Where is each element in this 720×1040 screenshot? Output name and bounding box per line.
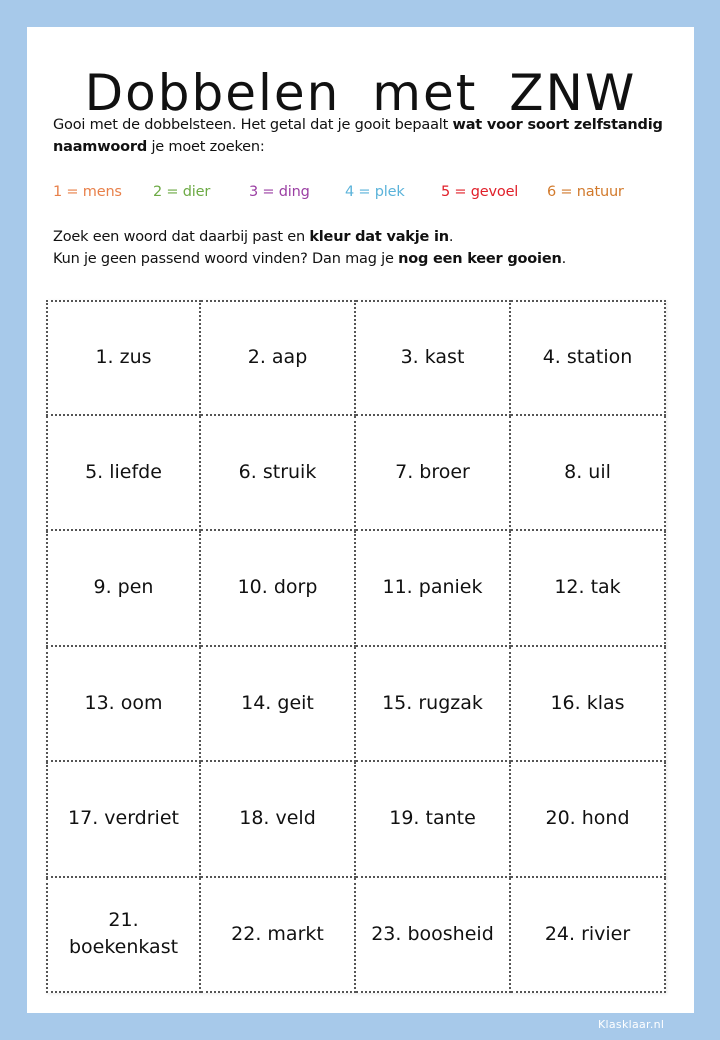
intro-bold: wat voor soort zelfstandig naamwoord <box>53 117 663 155</box>
word-cell[interactable] <box>46 762 201 878</box>
legend-item-mens: 1 = mens <box>53 184 122 200</box>
word-cell[interactable] <box>511 762 666 878</box>
word-cell-label: 14. geit <box>241 691 314 714</box>
word-cell-label: 16. klas <box>550 691 625 714</box>
word-cell-label: 3. kast <box>400 346 465 369</box>
dice-legend <box>53 181 673 203</box>
word-cell[interactable] <box>46 300 201 416</box>
rules-line-1-bold: kleur dat vakje in <box>309 229 449 245</box>
legend-item-natuur: 6 = natuur <box>547 184 624 200</box>
rules-line-2-bold: nog een keer gooien <box>398 251 562 267</box>
word-cell[interactable] <box>201 647 356 763</box>
legend-item-ding: 3 = ding <box>249 184 310 200</box>
worksheet-panel <box>27 27 694 1013</box>
word-cell[interactable] <box>356 878 511 994</box>
word-cell[interactable] <box>201 531 356 647</box>
word-cell-label: 20. hond <box>545 807 630 830</box>
word-cell-label: 8. uil <box>564 460 611 483</box>
word-cell-label: 7. broer <box>395 460 470 483</box>
legend-item-dier: 2 = dier <box>153 184 211 200</box>
word-cell-label: 17. verdriet <box>68 807 179 830</box>
word-cell[interactable] <box>46 647 201 763</box>
title-word-3: ZNW <box>509 64 637 122</box>
word-cell[interactable] <box>511 878 666 994</box>
word-cell[interactable] <box>46 878 201 994</box>
word-cell[interactable] <box>46 531 201 647</box>
word-grid <box>46 300 666 993</box>
word-cell-label: 21. boekenkast <box>68 909 179 959</box>
word-cell[interactable] <box>511 531 666 647</box>
title-word-1: Dobbelen <box>84 64 341 122</box>
word-cell-label: 12. tak <box>554 576 621 599</box>
word-cell-label: 5. liefde <box>85 460 162 483</box>
intro-text-end: je moet zoeken: <box>147 139 265 155</box>
word-cell[interactable] <box>356 762 511 878</box>
watermark: Klasklaar.nl <box>598 1018 665 1031</box>
rules-line-2 <box>53 248 683 270</box>
word-cell-label: 13. oom <box>84 691 163 714</box>
word-cell[interactable] <box>356 416 511 532</box>
word-cell[interactable] <box>511 647 666 763</box>
word-cell-label: 9. pen <box>93 576 154 599</box>
word-cell[interactable] <box>201 416 356 532</box>
word-cell-label: 22. markt <box>231 922 324 945</box>
rules-line-1-end: . <box>448 229 454 245</box>
word-cell-label: 24. rivier <box>544 922 631 945</box>
word-cell-label: 23. boosheid <box>371 922 494 945</box>
intro-text: Gooi met de dobbelsteen. Het getal dat je gooit bepaalt <box>53 117 453 133</box>
word-cell[interactable] <box>201 878 356 994</box>
word-cell-label: 18. veld <box>239 807 316 830</box>
word-cell-label: 19. tante <box>389 807 476 830</box>
rules-line-1-text: Zoek een woord dat daarbij past en <box>53 229 310 245</box>
legend-item-plek: 4 = plek <box>345 184 405 200</box>
word-cell-label: 15. rugzak <box>382 691 483 714</box>
word-cell[interactable] <box>511 416 666 532</box>
rules-line-2-end: . <box>561 251 567 267</box>
word-cell[interactable] <box>201 300 356 416</box>
word-cell-label: 1. zus <box>95 346 152 369</box>
word-cell[interactable] <box>356 647 511 763</box>
word-cell[interactable] <box>201 762 356 878</box>
word-cell-label: 2. aap <box>247 346 308 369</box>
word-cell-label: 4. station <box>542 346 633 369</box>
word-cell-label: 10. dorp <box>237 576 318 599</box>
word-cell[interactable] <box>511 300 666 416</box>
word-cell[interactable] <box>356 531 511 647</box>
word-cell[interactable] <box>356 300 511 416</box>
word-cell[interactable] <box>46 416 201 532</box>
title-word-2: met <box>372 64 478 122</box>
intro-paragraph <box>53 114 673 158</box>
rules-line-1 <box>53 226 683 248</box>
word-cell-label: 6. struik <box>238 460 317 483</box>
word-cell-label: 11. paniek <box>382 576 483 599</box>
legend-item-gevoel: 5 = gevoel <box>441 184 519 200</box>
rules-paragraph <box>53 226 683 270</box>
rules-line-2-text: Kun je geen passend woord vinden? Dan mag je <box>53 251 399 267</box>
